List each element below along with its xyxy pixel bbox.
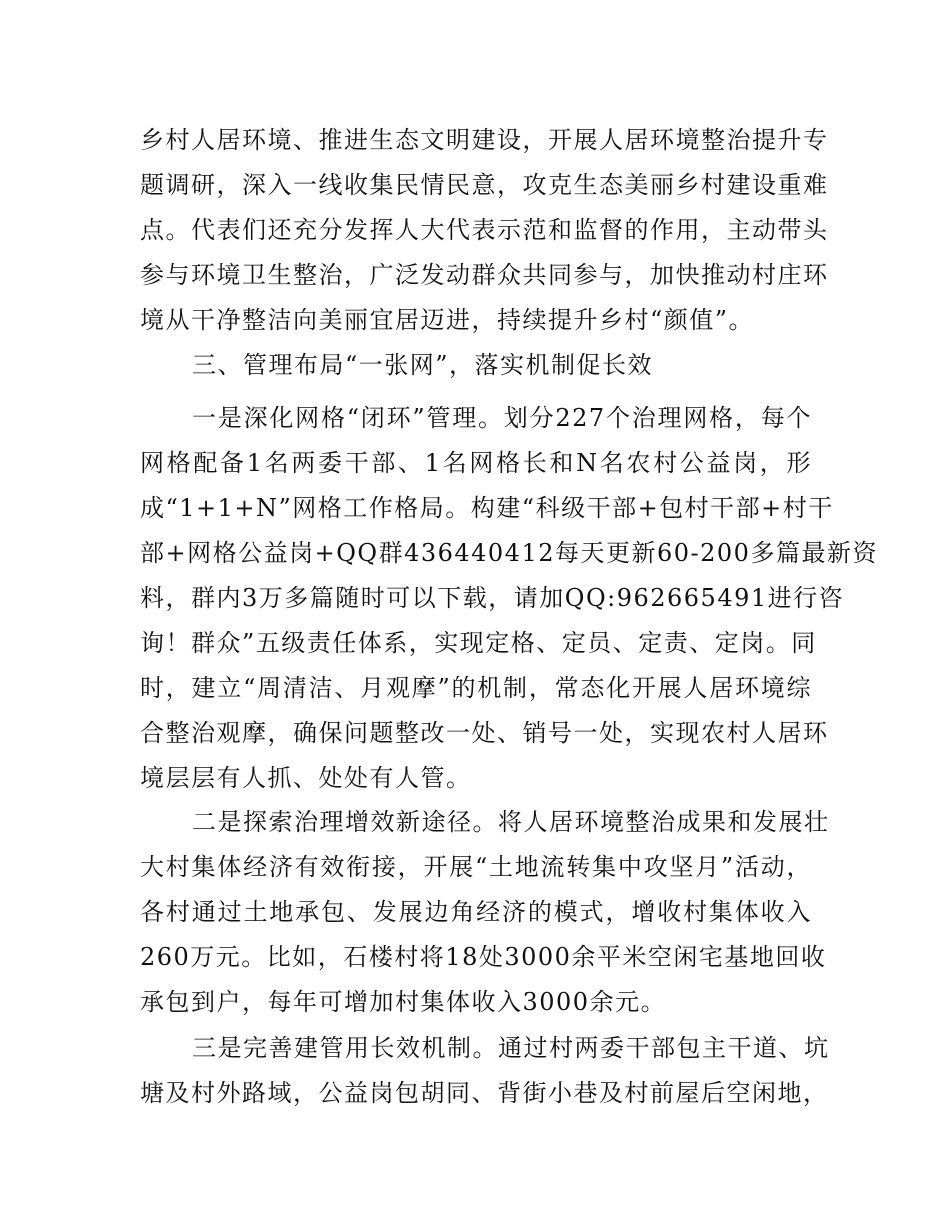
- paragraph-long-term-mechanism: [140, 1026, 830, 1116]
- section-heading: 三、管理布局“一张网”，落实机制促长效: [192, 351, 654, 379]
- paragraph-line: 部+网格公益岗+QQ群436440412每天更新60-200多篇最新资: [140, 539, 878, 567]
- paragraph-grid-management: [140, 396, 878, 801]
- paragraph-line: 网格配备1名两委干部、1名网格长和N名农村公益岗，形: [140, 449, 812, 477]
- paragraph-line: 境从干净整洁向美丽宜居迈进，持续提升乡村“颜值”。: [140, 306, 755, 334]
- paragraph-line: 成“1+1+N”网格工作格局。构建“科级干部+包村干部+村干: [140, 494, 834, 522]
- paragraph-line: 260万元。比如，石楼村将18处3000余平米空闲宅基地回收: [140, 943, 827, 971]
- paragraph-line: 题调研，深入一线收集民情民意，攻克生态美丽乡村建设重难: [140, 171, 829, 199]
- paragraph-line: 料，群内3万多篇随时可以下载，请加QQ:962665491进行咨: [140, 584, 845, 612]
- paragraph-line: 点。代表们还充分发挥人大代表示范和监督的作用，主动带头: [140, 216, 829, 244]
- paragraph-line: 承包到户，每年可增加村集体收入3000余元。: [140, 988, 667, 1016]
- paragraph-line: 各村通过土地承包、发展边角经济的模式，增收村集体收入: [140, 898, 812, 926]
- section-heading-block: [140, 343, 812, 388]
- paragraph-line: 合整治观摩，确保问题整改一处、销号一处，实现农村人居环: [140, 719, 829, 747]
- paragraph-line: 时，建立“周清洁、月观摩”的机制，常态化开展人居环境综: [140, 674, 812, 702]
- paragraph-line: 乡村人居环境、推进生态文明建设，开展人居环境整治提升专: [140, 126, 829, 154]
- paragraph-environment-summary: [140, 118, 829, 343]
- paragraph-line: 境层层有人抓、处处有人管。: [140, 764, 472, 792]
- paragraph-line: 一是深化网格“闭环”管理。划分227个治理网格，每个: [192, 404, 812, 432]
- paragraph-line: 参与环境卫生整治，广泛发动群众共同参与，加快推动村庄环: [140, 261, 829, 289]
- paragraph-line: 塘及村外路域，公益岗包胡同、背街小巷及村前屋后空闲地，: [140, 1079, 829, 1107]
- paragraph-line: 二是探索治理增效新途径。将人居环境整治成果和发展壮: [192, 808, 830, 836]
- paragraph-line: 询！群众”五级责任体系，实现定格、定员、定责、定岗。同: [140, 629, 817, 657]
- paragraph-governance-efficiency: [140, 800, 830, 1025]
- paragraph-line: 三是完善建管用长效机制。通过村两委干部包主干道、坑: [192, 1034, 830, 1062]
- paragraph-line: 大村集体经济有效衔接，开展“土地流转集中攻坚月”活动，: [140, 853, 812, 881]
